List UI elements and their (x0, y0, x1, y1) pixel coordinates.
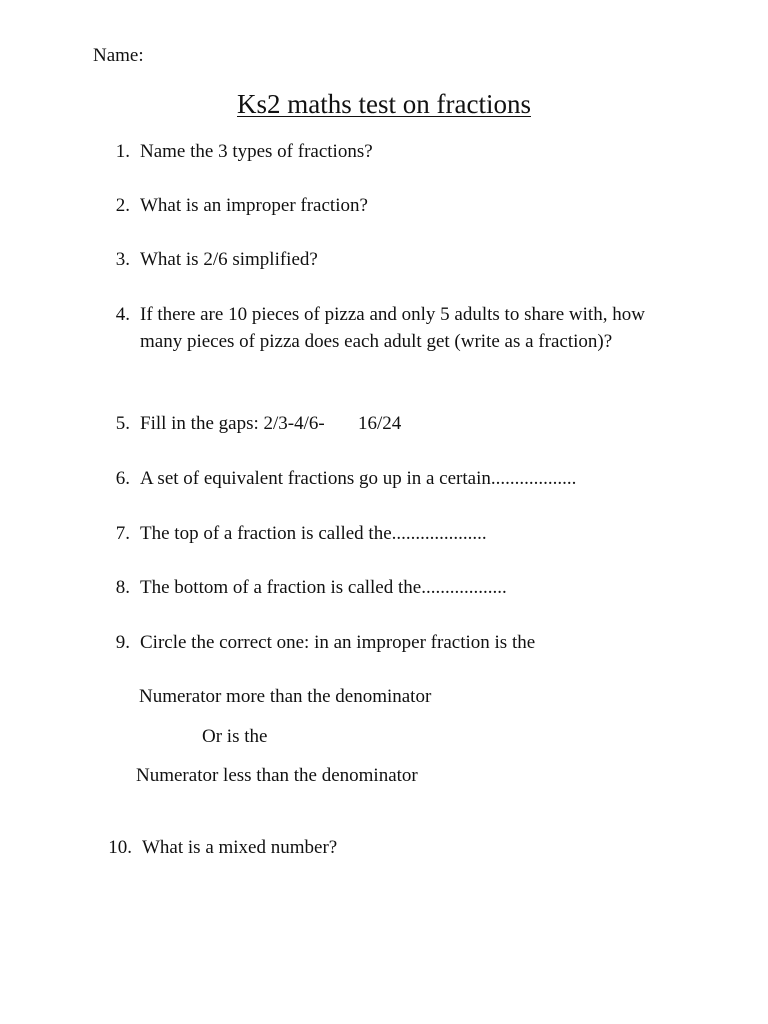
question-number: 4. (115, 304, 130, 325)
question-text: Fill in the gaps: 2/3-4/6- 16/24 (140, 413, 402, 434)
question-text: What is an improper fraction? (140, 195, 368, 216)
question-text: Circle the correct one: in an improper fraction is the (140, 632, 536, 653)
question-number: 9. (115, 632, 130, 653)
option-numerator-less: Numerator less than the denominator (136, 765, 418, 786)
question-1 (100, 138, 720, 165)
question-text: What is a mixed number? (142, 837, 338, 858)
option-separator: Or is the (202, 726, 268, 747)
question-text: What is 2/6 simplified? (140, 249, 318, 270)
page-title: Ks2 maths test on fractions (237, 89, 531, 119)
question-10 (102, 834, 722, 861)
question-number: 3. (115, 249, 130, 270)
question-number: 7. (115, 523, 130, 544)
question-8 (100, 574, 720, 601)
option-numerator-more: Numerator more than the denominator (139, 686, 432, 707)
name-label: Name: (93, 45, 144, 66)
question-number: 5. (115, 413, 130, 434)
question-text: A set of equivalent fractions go up in a certain.................. (140, 468, 577, 489)
question-number: 8. (115, 577, 130, 598)
question-7 (100, 520, 720, 547)
question-4 (100, 301, 720, 382)
question-number: 6. (115, 468, 130, 489)
question-6 (100, 465, 720, 492)
question-3 (100, 246, 720, 273)
question-number: 10. (108, 837, 132, 858)
question-text: The bottom of a fraction is called the.................. (140, 577, 507, 598)
question-number: 1. (115, 141, 130, 162)
question-text: If there are 10 pieces of pizza and only 5 adults to share with, how many pieces of pizza does each adult get (write as a fraction)? (140, 304, 645, 352)
question-9 (100, 629, 720, 656)
question-2 (100, 192, 720, 219)
question-text: The top of a fraction is called the.................... (140, 523, 487, 544)
question-number: 2. (115, 195, 130, 216)
question-text: Name the 3 types of fractions? (140, 141, 373, 162)
question-5 (100, 410, 720, 437)
